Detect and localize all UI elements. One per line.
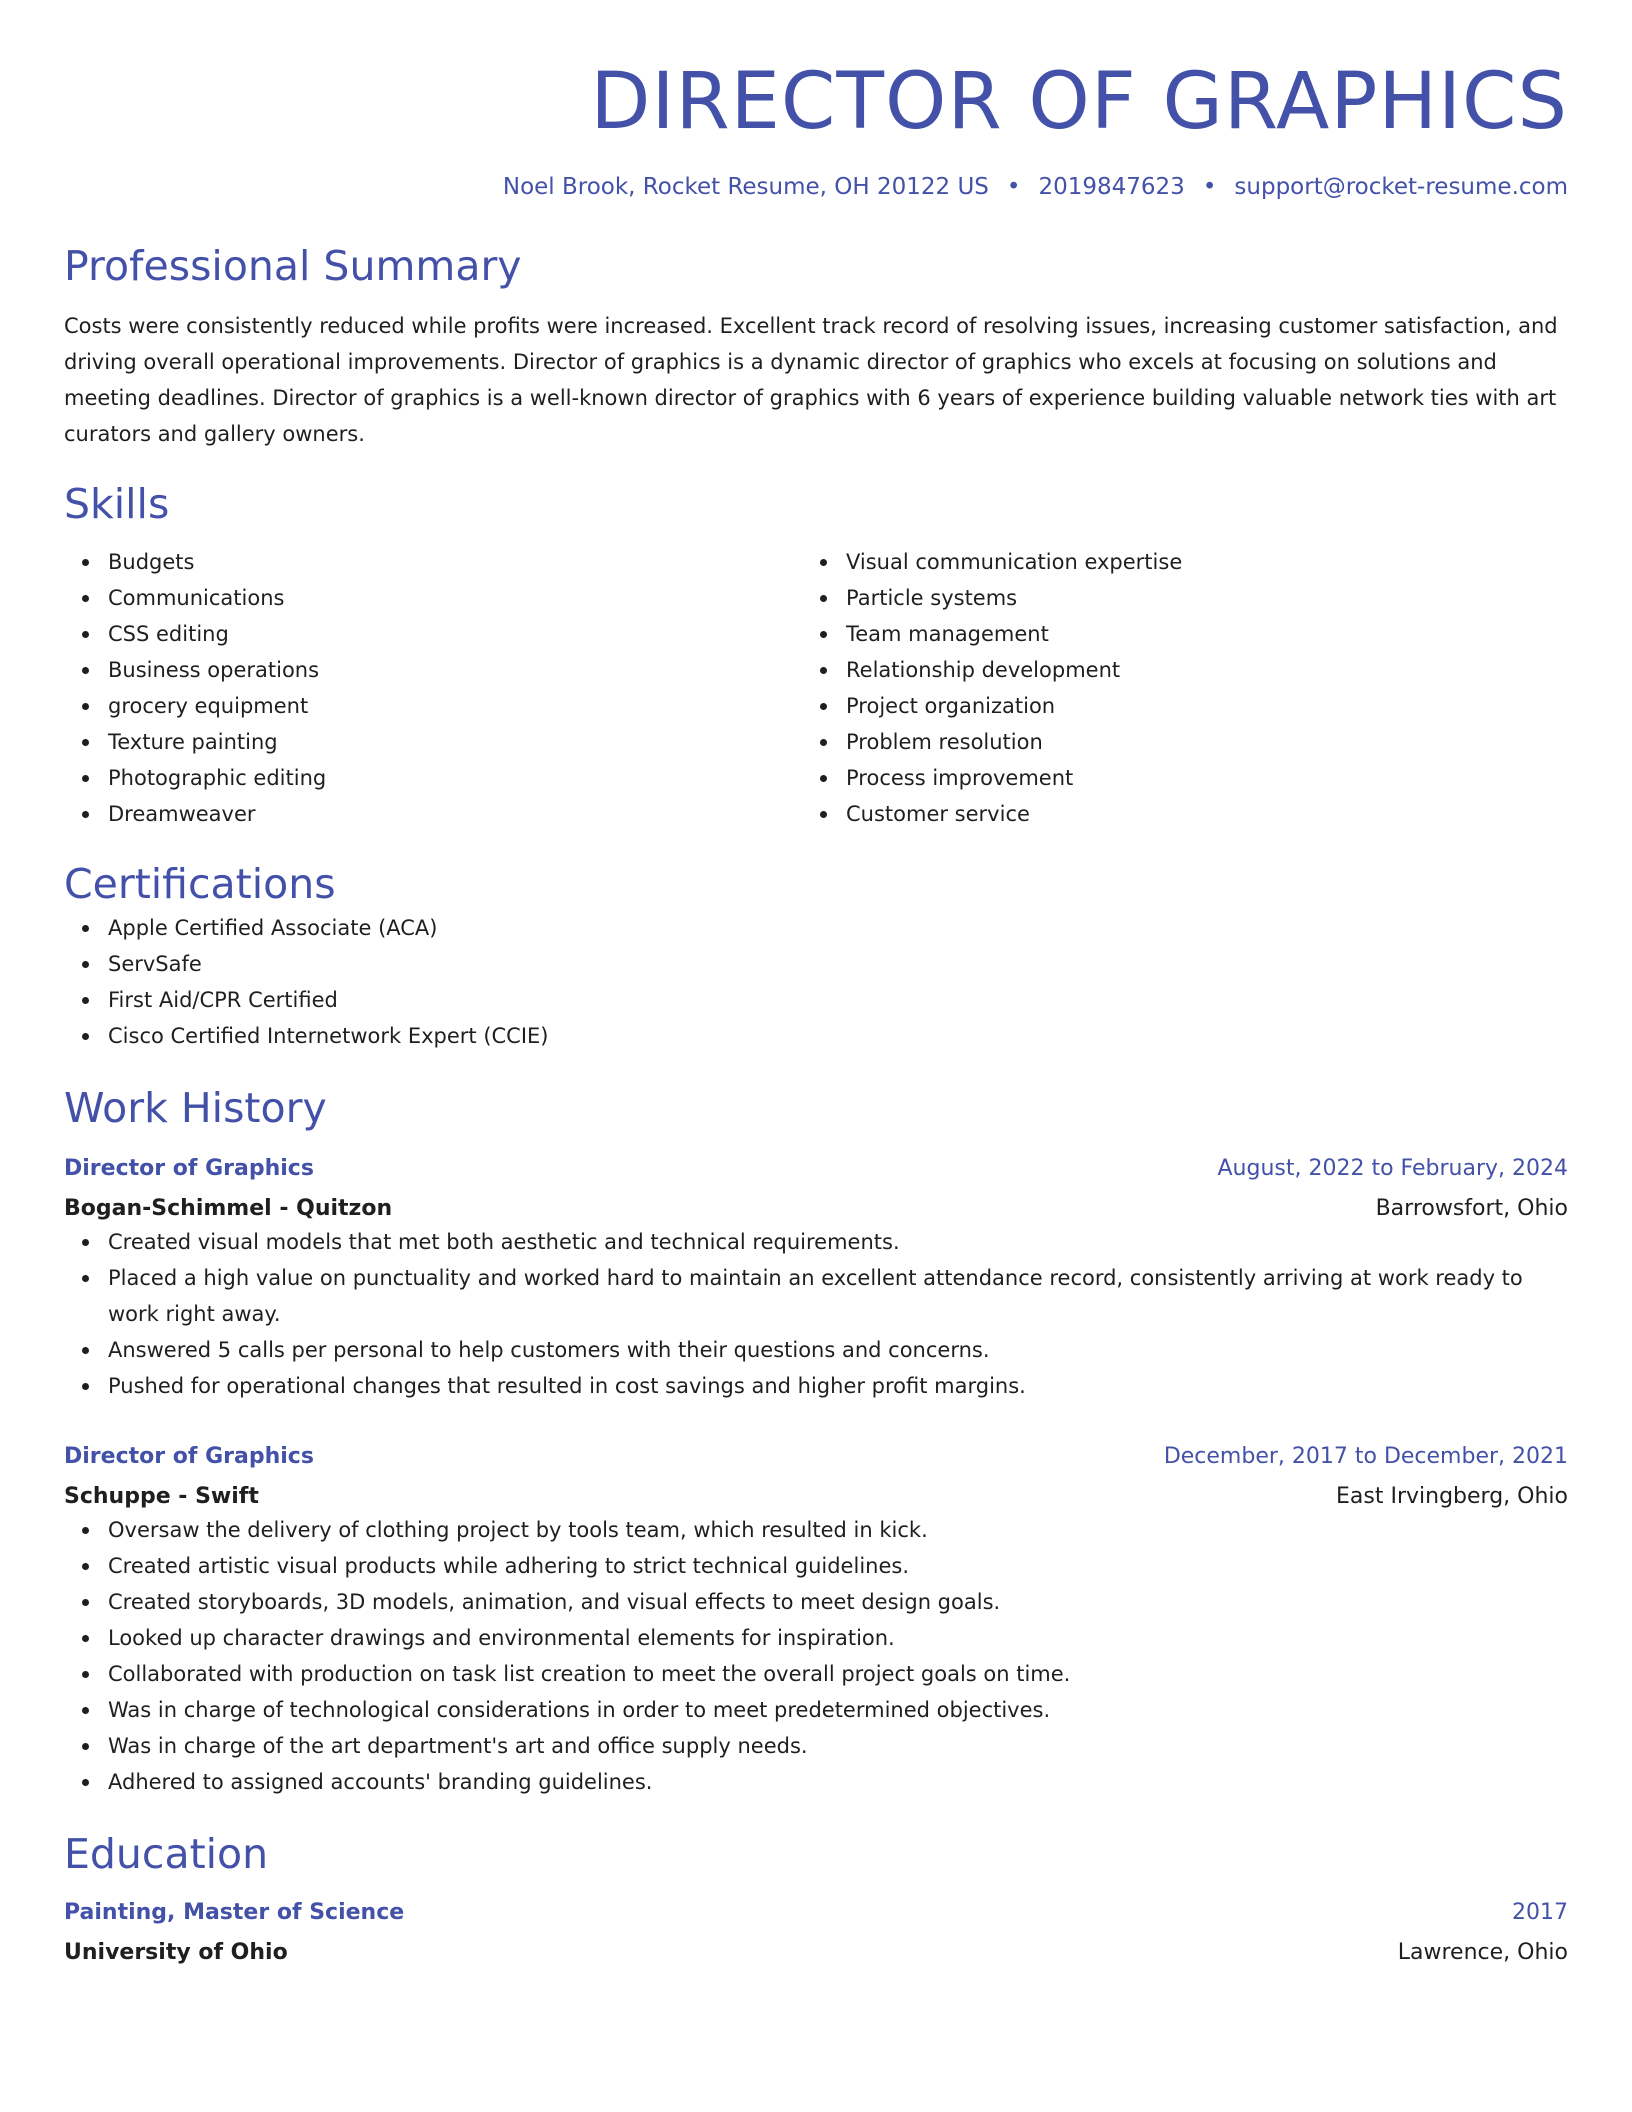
job-title: Director of Graphics bbox=[64, 1156, 314, 1181]
contact-address: Noel Brook, Rocket Resume, OH 20122 US bbox=[502, 174, 989, 200]
contact-phone: 2019847623 bbox=[1038, 174, 1185, 200]
skill-item: Business operations bbox=[64, 652, 802, 688]
job-entry bbox=[64, 1442, 1568, 1800]
certifications-heading: Certifications bbox=[64, 860, 336, 908]
education-header-row bbox=[64, 1898, 1568, 1928]
education-location: Lawrence, Ohio bbox=[1397, 1940, 1568, 1965]
certification-item: Apple Certified Associate (ACA) bbox=[64, 910, 1568, 946]
skill-item: grocery equipment bbox=[64, 688, 802, 724]
summary-text: Costs were consistently reduced while profits were increased. Excellent track record of resolving issues, increasing customer satisfaction, and driving overall operational improvements. Director of graphics is a dynamic director of graphics who excels at focusing on solutions and meeting deadlines. Director of graphics is a well-known director of graphics with 6 years of experience building valuable network ties with art curators and gallery owners. bbox=[64, 314, 1558, 446]
skill-item: Photographic editing bbox=[64, 760, 802, 796]
job-company: Bogan-Schimmel - Quitzon bbox=[64, 1196, 393, 1221]
job-entry bbox=[64, 1154, 1568, 1404]
contact-line bbox=[64, 172, 1568, 202]
job-bullet: Collaborated with production on task list creation to meet the overall project goals on time. bbox=[64, 1656, 1568, 1692]
skill-item: Texture painting bbox=[64, 724, 802, 760]
job-bullet: Placed a high value on punctuality and worked hard to maintain an excellent attendance record, consistently arriving at work ready to work right away. bbox=[64, 1260, 1568, 1332]
job-bullet: Created artistic visual products while adhering to strict technical guidelines. bbox=[64, 1548, 1568, 1584]
summary-heading: Professional Summary bbox=[64, 242, 522, 290]
skill-item: Budgets bbox=[64, 544, 802, 580]
job-responsibilities bbox=[64, 1224, 1568, 1404]
skill-item: Process improvement bbox=[802, 760, 1540, 796]
education-degree: Painting, Master of Science bbox=[64, 1900, 405, 1925]
skill-item: Problem resolution bbox=[802, 724, 1540, 760]
education-entry bbox=[64, 1898, 1568, 1968]
education-heading: Education bbox=[64, 1830, 269, 1878]
skill-item: Dreamweaver bbox=[64, 796, 802, 832]
job-location: Barrowsfort, Ohio bbox=[1375, 1196, 1568, 1221]
resume-title: DIRECTOR OF GRAPHICS bbox=[590, 57, 1568, 147]
job-bullet: Created storyboards, 3D models, animation, and visual effects to meet design goals. bbox=[64, 1584, 1568, 1620]
job-header-row bbox=[64, 1154, 1568, 1184]
job-bullet: Answered 5 calls per personal to help customers with their questions and concerns. bbox=[64, 1332, 1568, 1368]
skills-list-right bbox=[802, 544, 1540, 832]
contact-email[interactable]: support@rocket-resume.com bbox=[1234, 174, 1568, 200]
contact-separator: • bbox=[1202, 174, 1217, 200]
job-title: Director of Graphics bbox=[64, 1444, 314, 1469]
skill-item: Particle systems bbox=[802, 580, 1540, 616]
certification-item: First Aid/CPR Certified bbox=[64, 982, 1568, 1018]
job-company: Schuppe - Swift bbox=[64, 1484, 259, 1509]
job-responsibilities bbox=[64, 1512, 1568, 1800]
job-bullet: Oversaw the delivery of clothing project by tools team, which resulted in kick. bbox=[64, 1512, 1568, 1548]
job-header-row bbox=[64, 1442, 1568, 1472]
skill-item: Team management bbox=[802, 616, 1540, 652]
skills-grid bbox=[64, 544, 1568, 832]
job-company-row bbox=[64, 1482, 1568, 1512]
job-bullet: Was in charge of the art department's art and office supply needs. bbox=[64, 1728, 1568, 1764]
job-bullet: Pushed for operational changes that resulted in cost savings and higher profit margins. bbox=[64, 1368, 1568, 1404]
education-year: 2017 bbox=[1512, 1900, 1568, 1925]
certification-item: ServSafe bbox=[64, 946, 1568, 982]
skill-item: Visual communication expertise bbox=[802, 544, 1540, 580]
skills-list-left bbox=[64, 544, 802, 832]
education-school-row bbox=[64, 1938, 1568, 1968]
job-dates: August, 2022 to February, 2024 bbox=[1217, 1156, 1568, 1181]
skill-item: Relationship development bbox=[802, 652, 1540, 688]
skills-column-right bbox=[802, 544, 1540, 832]
job-bullet: Adhered to assigned accounts' branding guidelines. bbox=[64, 1764, 1568, 1800]
certification-item: Cisco Certified Internetwork Expert (CCIE) bbox=[64, 1018, 1568, 1054]
job-company-row bbox=[64, 1194, 1568, 1224]
contact-separator: • bbox=[1006, 174, 1021, 200]
job-location: East Irvingberg, Ohio bbox=[1336, 1484, 1568, 1509]
skill-item: CSS editing bbox=[64, 616, 802, 652]
certifications-list bbox=[64, 910, 1568, 1054]
job-bullet: Looked up character drawings and environmental elements for inspiration. bbox=[64, 1620, 1568, 1656]
job-bullet: Was in charge of technological considerations in order to meet predetermined objectives. bbox=[64, 1692, 1568, 1728]
job-bullet: Created visual models that met both aesthetic and technical requirements. bbox=[64, 1224, 1568, 1260]
skill-item: Customer service bbox=[802, 796, 1540, 832]
work-history-heading: Work History bbox=[64, 1084, 327, 1132]
education-school: University of Ohio bbox=[64, 1940, 288, 1965]
skills-column-left bbox=[64, 544, 802, 832]
skill-item: Project organization bbox=[802, 688, 1540, 724]
skill-item: Communications bbox=[64, 580, 802, 616]
job-dates: December, 2017 to December, 2021 bbox=[1163, 1444, 1568, 1469]
skills-heading: Skills bbox=[64, 480, 170, 528]
